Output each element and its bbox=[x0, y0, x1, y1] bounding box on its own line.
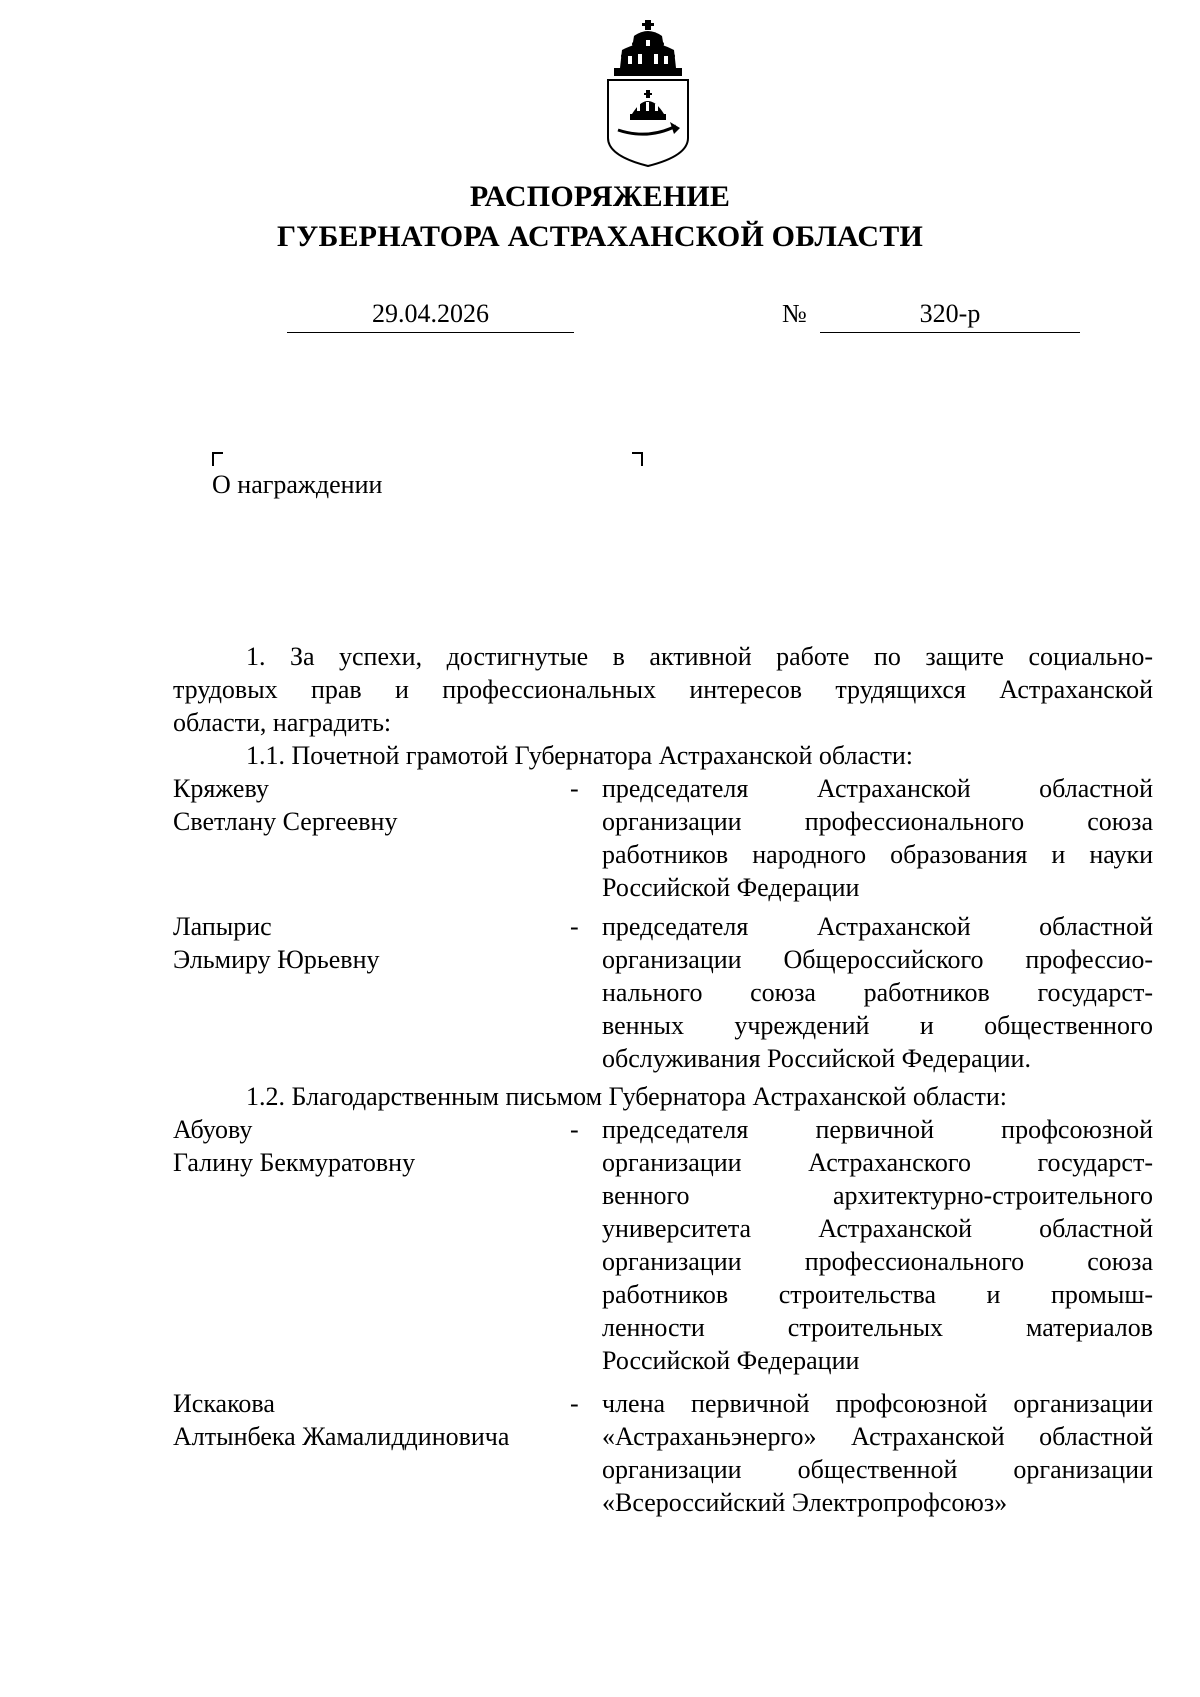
position-line: Российской Федерации bbox=[602, 873, 860, 902]
document-date: 29.04.2026 bbox=[287, 300, 574, 333]
position-line: «Всероссийский Электропрофсоюз» bbox=[602, 1488, 1008, 1517]
position-line: Российской Федерации bbox=[602, 1346, 860, 1375]
position-line: работников народного образования и науки bbox=[602, 840, 1153, 869]
position-line: члена первичной профсоюзной организации bbox=[602, 1389, 1153, 1418]
paragraph-1-line: 1. За успехи, достигнутые в активной работе по защите социально- bbox=[246, 642, 1153, 671]
dash: - bbox=[570, 1115, 579, 1144]
awardee-position bbox=[602, 1387, 1153, 1519]
document-type-title: РАСПОРЯЖЕНИЕ bbox=[469, 180, 731, 213]
dash: - bbox=[570, 912, 579, 941]
position-line: университета Астраханской областной bbox=[602, 1214, 1153, 1243]
subject-corner-left bbox=[212, 452, 223, 466]
awardee-position bbox=[602, 1113, 1153, 1377]
awardee-given-names: Галину Бекмуратовну bbox=[173, 1148, 416, 1177]
paragraph-1-line: области, наградить: bbox=[173, 708, 392, 737]
awardee-position bbox=[602, 772, 1153, 904]
awardee-name bbox=[173, 1387, 573, 1453]
position-line: венных учреждений и общественного bbox=[602, 1011, 1153, 1040]
document-number: 320-р bbox=[820, 300, 1080, 333]
awardee-position bbox=[602, 910, 1153, 1075]
dash: - bbox=[570, 1389, 579, 1418]
number-sign: № bbox=[782, 299, 807, 328]
issuer-title: ГУБЕРНАТОРА АСТРАХАНСКОЙ ОБЛАСТИ bbox=[276, 220, 924, 253]
awardee-name bbox=[173, 772, 573, 838]
position-line: председателя Астраханской областной bbox=[602, 774, 1153, 803]
awardee-given-names: Алтынбека Жамалиддиновича bbox=[173, 1422, 510, 1451]
position-line: организации профессионального союза bbox=[602, 807, 1153, 836]
position-line: председателя Астраханской областной bbox=[602, 912, 1153, 941]
section-1-2-heading: 1.2. Благодарственным письмом Губернатора Астраханской области: bbox=[246, 1082, 1007, 1111]
position-line: работников строительства и промыш- bbox=[602, 1280, 1153, 1309]
awardee-surname: Лапырис bbox=[173, 912, 272, 941]
awardee-surname: Кряжеву bbox=[173, 774, 269, 803]
position-line: организации общественной организации bbox=[602, 1455, 1153, 1484]
awardee-surname: Искакова bbox=[173, 1389, 275, 1418]
awardee-name bbox=[173, 910, 573, 976]
awardee-name bbox=[173, 1113, 573, 1179]
paragraph-1 bbox=[173, 640, 1153, 739]
position-line: нального союза работников государст- bbox=[602, 978, 1153, 1007]
paragraph-1-line: трудовых прав и профессиональных интересов трудящихся Астраханской bbox=[173, 675, 1153, 704]
coat-of-arms-icon bbox=[604, 18, 692, 168]
position-line: организации Астраханского государст- bbox=[602, 1148, 1153, 1177]
subject-corner-right bbox=[632, 452, 643, 466]
position-line: организации Общероссийского профессио- bbox=[602, 945, 1153, 974]
awardee-surname: Абуову bbox=[173, 1115, 253, 1144]
position-line: венного архитектурно-строительного bbox=[602, 1181, 1153, 1210]
position-line: организации профессионального союза bbox=[602, 1247, 1153, 1276]
dash: - bbox=[570, 774, 579, 803]
position-line: ленности строительных материалов bbox=[602, 1313, 1153, 1342]
position-line: обслуживания Российской Федерации. bbox=[602, 1044, 1031, 1073]
awardee-given-names: Эльмиру Юрьевну bbox=[173, 945, 380, 974]
awardee-given-names: Светлану Сергеевну bbox=[173, 807, 398, 836]
section-1-1-heading: 1.1. Почетной грамотой Губернатора Астраханской области: bbox=[246, 741, 914, 770]
document-subject: О награждении bbox=[212, 470, 383, 499]
position-line: «Астраханьэнерго» Астраханской областной bbox=[602, 1422, 1153, 1451]
position-line: председателя первичной профсоюзной bbox=[602, 1115, 1153, 1144]
